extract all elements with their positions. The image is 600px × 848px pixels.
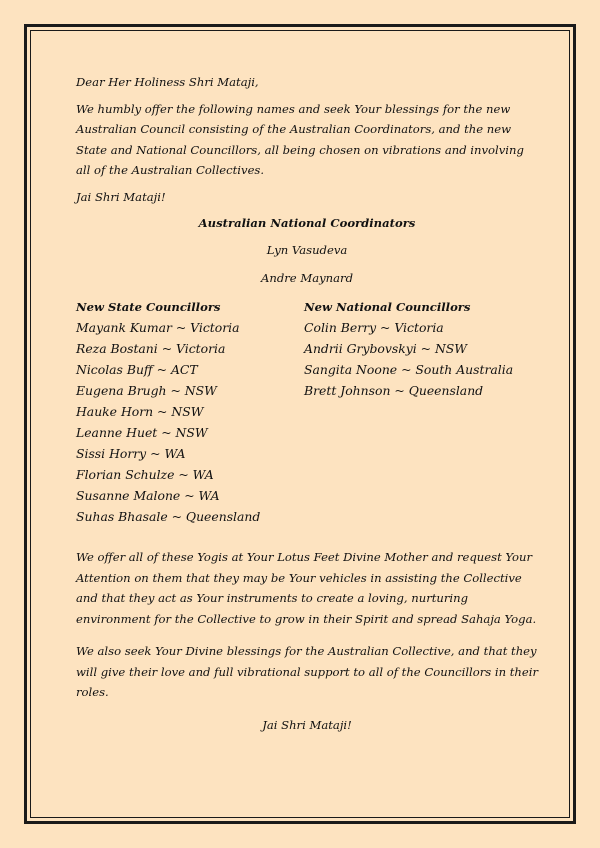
- salutation: Dear Her Holiness Shri Mataji,: [76, 75, 259, 89]
- jai-line: Jai Shri Mataji!: [76, 189, 166, 204]
- list-item: Nicolas Buff ~ ACT: [76, 362, 198, 377]
- state-councillors-column: [76, 297, 304, 528]
- national-councillors-heading: New National Councillors: [304, 299, 471, 314]
- state-councillors-heading: New State Councillors: [76, 299, 221, 314]
- letter-body: [76, 72, 538, 735]
- coordinator-name: Lyn Vasudeva: [266, 242, 348, 257]
- list-item: Sissi Horry ~ WA: [76, 446, 186, 461]
- list-item: Colin Berry ~ Victoria: [304, 320, 444, 335]
- national-councillors-list: [304, 317, 538, 401]
- list-item: Sangita Noone ~ South Australia: [304, 362, 514, 377]
- coordinators-heading: Australian National Coordinators: [198, 216, 416, 230]
- list-item: Suhas Bhasale ~ Queensland: [76, 509, 261, 524]
- list-item: Susanne Malone ~ WA: [76, 488, 220, 503]
- list-item: Eugena Brugh ~ NSW: [76, 383, 217, 398]
- signoff: Jai Shri Mataji!: [262, 717, 352, 732]
- list-item: Andrii Grybovskyi ~ NSW: [304, 341, 468, 356]
- national-councillors-column: [304, 297, 538, 528]
- blessings-paragraph: We also seek Your Divine blessings for the Australian Collective, and that they will give their love and full vibrational support to all of the Councillors in their roles.: [76, 644, 539, 699]
- list-item: Hauke Horn ~ NSW: [76, 404, 204, 419]
- list-item: Mayank Kumar ~ Victoria: [76, 320, 240, 335]
- offer-paragraph: We offer all of these Yogis at Your Lotus Feet Divine Mother and request Your Attention on them that they may be Your vehicles in assisting the Collective and that they act as Your instruments to create a loving, nurturing environment for the Collective to grow in their Spirit and spread Sahaja Yoga.: [76, 550, 537, 626]
- list-item: Reza Bostani ~ Victoria: [76, 341, 226, 356]
- intro-paragraph: We humbly offer the following names and seek Your blessings for the new Australian Council consisting of the Australian Coordinators, and the new State and National Councillors, all being chosen on vibrations and involving all of the Australian Collectives.: [76, 101, 524, 177]
- list-item: Brett Johnson ~ Queensland: [304, 383, 484, 398]
- list-item: Leanne Huet ~ NSW: [76, 425, 208, 440]
- list-item: Florian Schulze ~ WA: [76, 467, 214, 482]
- coordinator-name: Andre Maynard: [260, 271, 354, 285]
- state-councillors-list: [76, 317, 304, 527]
- councillor-columns: [76, 297, 538, 528]
